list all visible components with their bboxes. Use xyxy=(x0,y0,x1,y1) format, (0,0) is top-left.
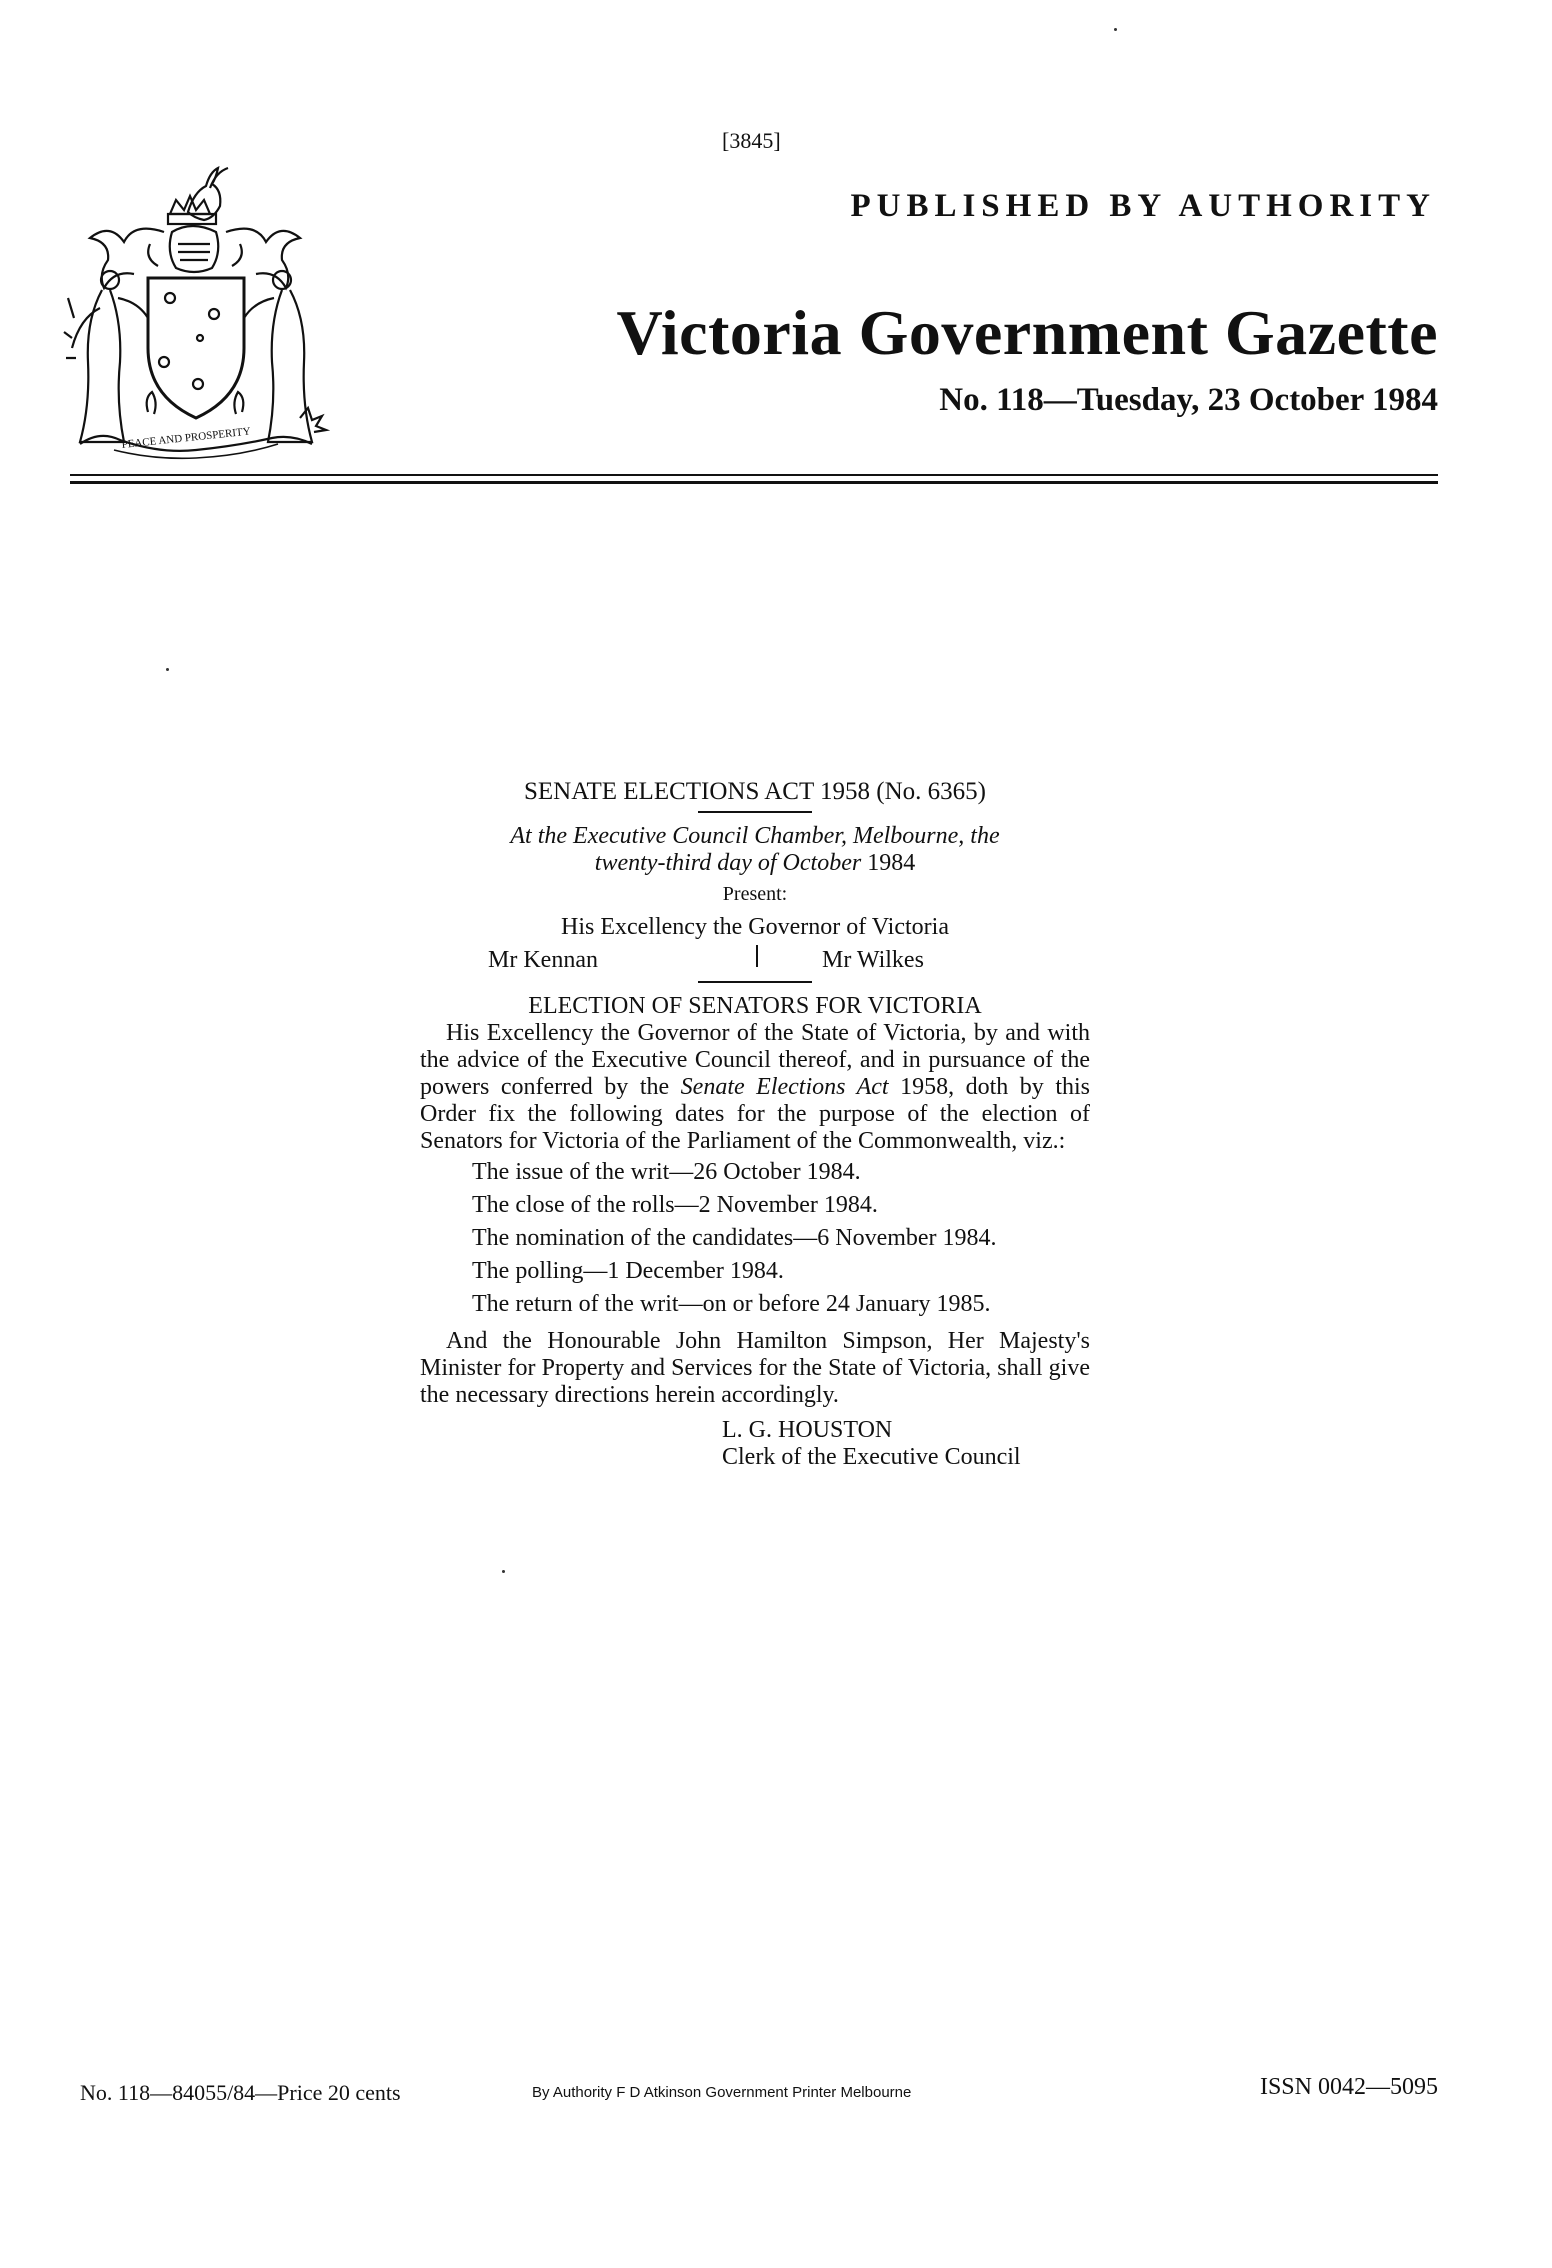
directions-paragraph: And the Honourable John Hamilton Simpson, Her Majesty's Minister for Property and Services for the State of Victoria, shall give the necessary directions herein accordingly. xyxy=(420,1328,1090,1408)
speck xyxy=(502,1570,505,1573)
gazette-title: Victoria Government Gazette xyxy=(616,297,1438,368)
order-text-continued: 1958, doth by this Order fix the following dates for the purpose of the election of Senators for Victoria of the Parliament of the Commonwealth, viz.: xyxy=(420,1074,1091,1154)
order-notice xyxy=(420,778,1090,1471)
date-item-nomination: The nomination of the candidates—6 November 1984. xyxy=(472,1225,997,1251)
election-heading: ELECTION OF SENATORS FOR VICTORIA xyxy=(528,993,982,1019)
page-number: [3845] xyxy=(722,128,781,153)
signature-block xyxy=(722,1417,1090,1471)
svg-text:PEACE AND PROSPERITY: PEACE AND PROSPERITY xyxy=(121,425,252,451)
date-item-writ-return: The return of the writ—on or before 24 January 1985. xyxy=(472,1291,991,1317)
gazette-issue: No. 118—Tuesday, 23 October 1984 xyxy=(939,382,1438,418)
member-kennan: Mr Kennan xyxy=(488,947,598,973)
footer-printer: By Authority F D Atkinson Government Printer Melbourne xyxy=(532,2084,912,2101)
coat-of-arms-icon xyxy=(60,148,330,468)
act-title: SENATE ELECTIONS ACT 1958 (No. 6365) xyxy=(523,778,987,805)
chamber-line-2 xyxy=(420,850,1090,877)
member-wilkes: Mr Wilkes xyxy=(822,947,924,973)
date-item-writ-issue: The issue of the writ—26 October 1984. xyxy=(472,1159,861,1185)
act-name: Senate Elections Act xyxy=(680,1074,889,1100)
signatory-title: Clerk of the Executive Council xyxy=(722,1444,1021,1470)
order-paragraph xyxy=(420,1020,1090,1155)
published-by-authority: PUBLISHED BY AUTHORITY xyxy=(850,188,1436,224)
footer-issn: ISSN 0042—5095 xyxy=(1259,2074,1438,2100)
chamber-date: twenty-third day of October xyxy=(594,850,862,876)
election-dates-list xyxy=(472,1159,1090,1318)
chamber-year: 1984 xyxy=(861,850,916,876)
header-rule-thin xyxy=(70,474,1438,476)
present-label: Present: xyxy=(722,883,788,905)
chamber-line-1: At the Executive Council Chamber, Melbourne, the xyxy=(510,823,1000,849)
separator-rule xyxy=(698,811,812,813)
footer-issue-price: No. 118—84055/84—Price 20 cents xyxy=(80,2080,401,2105)
speck xyxy=(1114,28,1117,31)
speck xyxy=(166,668,169,671)
order-text: His Excellency the Governor of the State of Victoria, by and with the advice of the Executive Council thereof, and in pursuance of the powers conferred by the xyxy=(420,1020,1090,1100)
member-divider xyxy=(756,945,758,967)
chamber-statement xyxy=(420,823,1090,877)
governor-line: His Excellency the Governor of Victoria xyxy=(561,914,949,940)
separator-rule xyxy=(698,981,812,983)
signatory-name: L. G. HOUSTON xyxy=(722,1417,893,1443)
date-item-rolls-close: The close of the rolls—2 November 1984. xyxy=(472,1192,878,1218)
header-rule-thick xyxy=(70,481,1438,484)
date-item-polling: The polling—1 December 1984. xyxy=(472,1258,784,1284)
members-present xyxy=(420,945,1090,975)
